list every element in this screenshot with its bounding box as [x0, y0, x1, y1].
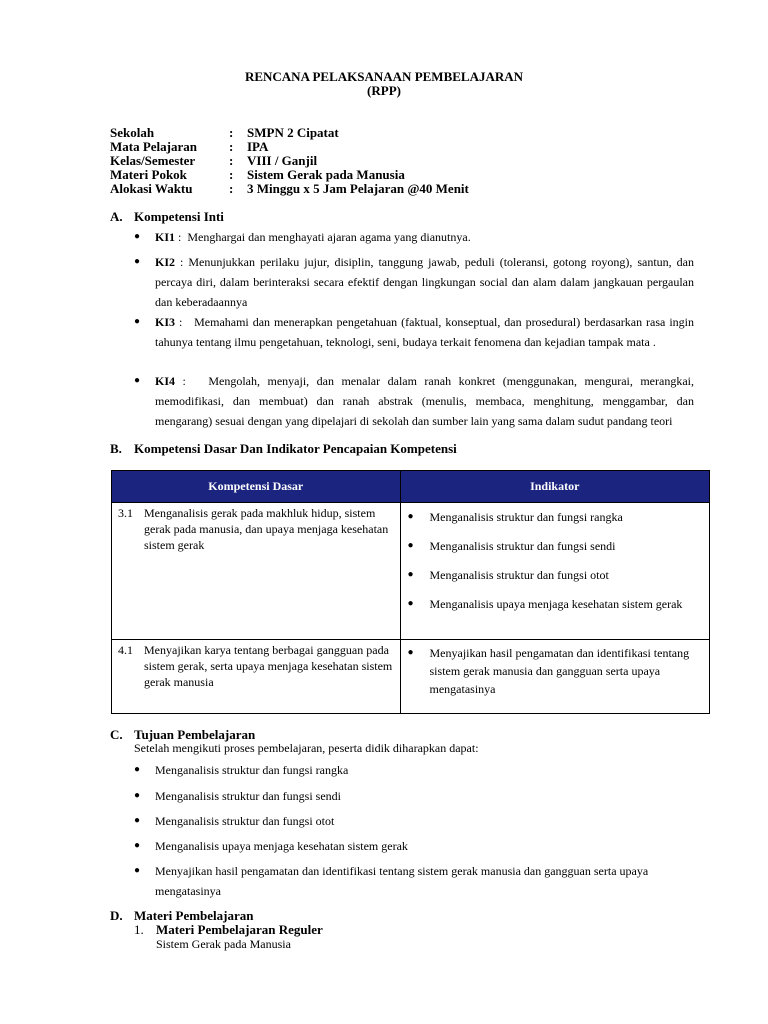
- ki-code: KI1: [155, 230, 176, 244]
- section-letter: A.: [110, 209, 123, 224]
- table-row: [112, 640, 710, 714]
- info-colon: :: [229, 125, 234, 140]
- ki-code: KI3: [155, 315, 176, 329]
- tujuan-text: Menganalisis struktur dan fungsi sendi: [155, 789, 341, 803]
- ki-item: [134, 252, 694, 312]
- bullet-icon: ●: [134, 815, 141, 826]
- bullet-icon: ●: [407, 540, 414, 551]
- section-letter: D.: [110, 908, 123, 923]
- section-title: Kompetensi Dasar Dan Indikator Pencapaian Kompetensi: [134, 441, 457, 456]
- tujuan-text: Menganalisis upaya menjaga kesehatan sistem gerak: [155, 839, 408, 853]
- kd-cell: [112, 640, 401, 714]
- info-label: Mata Pelajaran: [110, 139, 198, 154]
- ki-item: [134, 312, 694, 352]
- ki-text: Mengolah, menyaji, dan menalar dalam ranah konkret (menggunakan, mengurai, merangkai, memodifikasi, dan membuat) dan ranah abstrak (menulis, membaca, menghitung, menggambar, dan mengarang) sesuai dengan yang dipelajari di sekolah dan sumber lain yang sama dalam sudut pandang teori: [155, 374, 694, 428]
- indicator-item: [401, 565, 703, 585]
- info-colon: :: [229, 139, 234, 154]
- section-title: Kompetensi Inti: [134, 209, 224, 224]
- tujuan-text: Menyajikan hasil pengamatan dan identifikasi tentang sistem gerak manusia dan gangguan serta upaya mengatasinya: [155, 864, 649, 898]
- ki-separator: :: [175, 255, 189, 269]
- section-letter: C.: [110, 727, 123, 742]
- ki-code: KI4: [155, 374, 176, 388]
- ki-text: Menghargai dan menghayati ajaran agama yang dianutnya.: [187, 230, 471, 244]
- info-colon: :: [229, 153, 234, 168]
- bullet-icon: ●: [407, 511, 414, 522]
- tujuan-text: Menganalisis struktur dan fungsi rangka: [155, 763, 349, 777]
- info-label: Alokasi Waktu: [110, 181, 193, 196]
- info-label: Materi Pokok: [110, 167, 187, 182]
- bullet-icon: ●: [407, 598, 414, 609]
- indicator-text: Menganalisis struktur dan fungsi otot: [429, 568, 609, 582]
- header-indikator: Indikator: [400, 471, 709, 503]
- tujuan-intro: Setelah mengikuti proses pembelajaran, peserta didik diharapkan dapat:: [134, 741, 479, 755]
- header-kompetensi-dasar: Kompetensi Dasar: [112, 471, 401, 503]
- bullet-icon: ●: [134, 316, 141, 327]
- document-title: RENCANA PELAKSANAAN PEMBELAJARAN: [244, 69, 524, 84]
- bullet-icon: ●: [134, 840, 141, 851]
- bullet-icon: ●: [134, 375, 141, 386]
- indicator-text: Menganalisis struktur dan fungsi sendi: [429, 539, 616, 553]
- info-value: SMPN 2 Cipatat: [247, 125, 339, 140]
- ki-separator: :: [175, 374, 209, 388]
- ki-separator: :: [175, 230, 188, 244]
- section-title: Tujuan Pembelajaran: [134, 727, 256, 742]
- info-value: 3 Minggu x 5 Jam Pelajaran @40 Menit: [247, 181, 469, 196]
- bullet-icon: ●: [134, 865, 141, 876]
- indicator-item: [401, 536, 703, 556]
- info-value: IPA: [247, 139, 269, 154]
- kd-indikator-table: [111, 470, 710, 714]
- table-row: [112, 503, 710, 640]
- bullet-icon: ●: [134, 790, 141, 801]
- ki-separator: :: [175, 315, 195, 329]
- kd-text: Menganalisis gerak pada makhluk hidup, sistem gerak pada manusia, dan upaya menjaga kesehatan sistem gerak: [144, 506, 389, 552]
- kd-cell: [112, 503, 401, 640]
- section-letter: B.: [110, 441, 122, 456]
- indicator-text: Menganalisis struktur dan fungsi rangka: [429, 510, 623, 524]
- ki-text: Menunjukkan perilaku jujur, disiplin, tanggung jawab, peduli (toleransi, gotong royong), santun, dan percaya diri, dalam berinteraksi secara efektif dengan lingkungan social dan alam dalam jangkauan pergaulan dan keberadaannya: [155, 255, 694, 309]
- indicator-item: [401, 594, 703, 614]
- bullet-icon: ●: [134, 256, 141, 267]
- info-value: VIII / Ganjil: [247, 153, 318, 168]
- ki-item: [134, 371, 694, 431]
- table-header-row: [112, 471, 710, 503]
- kd-number: 3.1: [118, 506, 133, 520]
- ki-item: [134, 227, 694, 247]
- bullet-icon: ●: [134, 764, 141, 775]
- tujuan-item: [134, 836, 694, 856]
- indicator-cell: [400, 640, 709, 714]
- kd-number: 4.1: [118, 643, 133, 657]
- info-label: Kelas/Semester: [110, 153, 196, 168]
- tujuan-item: [134, 811, 694, 831]
- indicator-cell: [400, 503, 709, 640]
- tujuan-item: [134, 861, 694, 901]
- ki-text: Memahami dan menerapkan pengetahuan (faktual, konseptual, dan prosedural) berdasarkan rasa ingin tahunya tentang ilmu pengetahuan, teknologi, seni, budaya terkait fenomena dan kejadian tampak mata .: [155, 315, 694, 349]
- bullet-icon: ●: [134, 231, 141, 242]
- document-subtitle: (RPP): [367, 83, 401, 98]
- info-label: Sekolah: [110, 125, 155, 140]
- info-colon: :: [229, 167, 234, 182]
- tujuan-text: Menganalisis struktur dan fungsi otot: [155, 814, 335, 828]
- bullet-icon: ●: [407, 569, 414, 580]
- info-value: Sistem Gerak pada Manusia: [247, 167, 405, 182]
- indicator-text: Menganalisis upaya menjaga kesehatan sistem gerak: [429, 597, 683, 611]
- bullet-icon: ●: [407, 647, 414, 658]
- sub-number: 1.: [134, 922, 144, 937]
- section-title: Materi Pembelajaran: [134, 908, 254, 923]
- sub-title: Materi Pembelajaran Reguler: [156, 922, 323, 937]
- tujuan-item: [134, 786, 694, 806]
- indicator-item: [401, 507, 703, 527]
- materi-text: Sistem Gerak pada Manusia: [156, 937, 291, 951]
- info-colon: :: [229, 181, 234, 196]
- kd-text: Menyajikan karya tentang berbagai gangguan pada sistem gerak, serta upaya menjaga kesehatan sistem gerak manusia: [144, 643, 393, 689]
- indicator-text: Menyajikan hasil pengamatan dan identifikasi tentang sistem gerak manusia dan gangguan serta upaya mengatasinya: [429, 646, 690, 696]
- ki-code: KI2: [155, 255, 176, 269]
- tujuan-item: [134, 760, 694, 780]
- indicator-item: [401, 644, 703, 698]
